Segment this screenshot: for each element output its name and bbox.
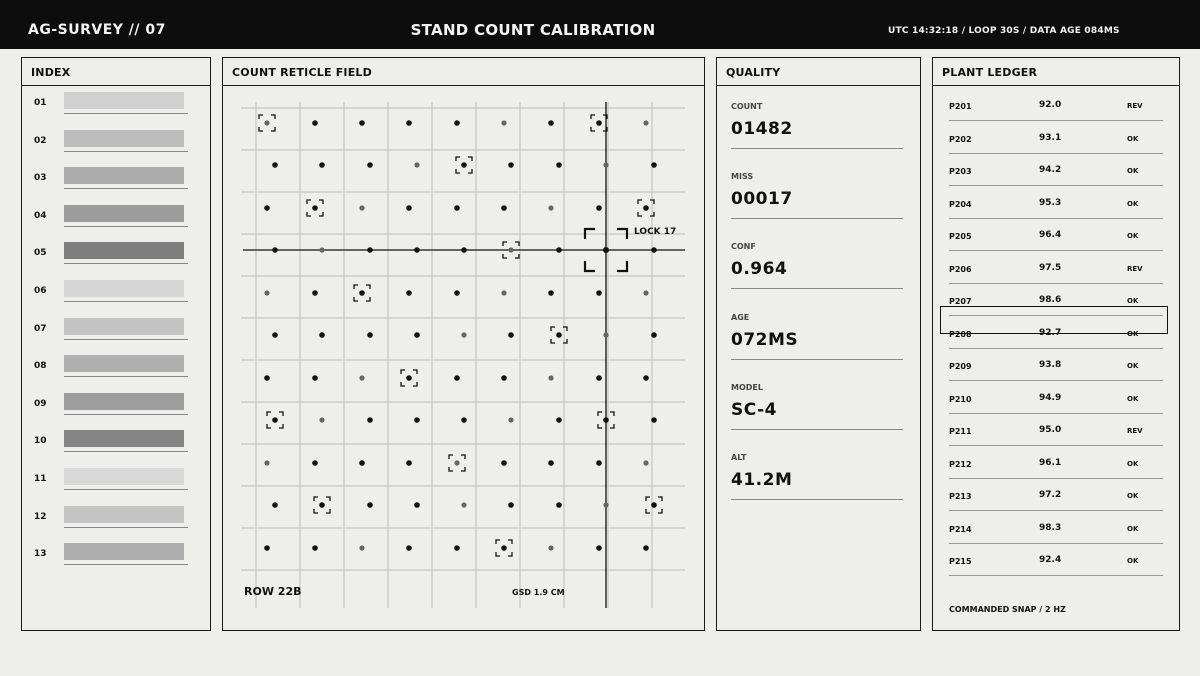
metric-value: SC-4 (731, 399, 777, 420)
plant-point[interactable] (312, 290, 318, 296)
ledger-id: P206 (949, 264, 972, 274)
ledger-status: OK (1127, 459, 1139, 468)
plant-point[interactable] (319, 502, 325, 508)
metric-label: MODEL (731, 382, 763, 392)
index-swatch (64, 130, 184, 147)
index-number: 01 (34, 98, 47, 108)
ledger-value: 95.0 (1039, 425, 1062, 435)
ledger-status: OK (1127, 362, 1139, 370)
index-row[interactable] (22, 353, 210, 391)
plant-point[interactable] (501, 460, 507, 466)
index-divider (64, 564, 188, 565)
reticle-panel (222, 57, 705, 631)
plant-point[interactable] (414, 247, 420, 253)
ledger-selection-box (940, 306, 1168, 334)
lock-center (603, 247, 609, 253)
plant-point[interactable] (264, 290, 269, 295)
ledger-divider (949, 380, 1163, 381)
plant-point[interactable] (548, 290, 554, 296)
ledger-value: 94.9 (1039, 392, 1062, 403)
mission-label: AG-SURVEY // 07 (28, 22, 166, 38)
plant-point[interactable] (596, 120, 602, 126)
plant-point[interactable] (312, 205, 318, 211)
quality-panel (716, 57, 921, 631)
plant-point[interactable] (651, 247, 657, 253)
reticle-field[interactable] (223, 58, 704, 630)
index-divider (64, 263, 188, 264)
plant-point[interactable] (596, 205, 602, 211)
ledger-row[interactable] (939, 419, 1169, 451)
ledger-row[interactable] (939, 484, 1169, 516)
ledger-status: OK (1127, 167, 1139, 175)
ledger-id: P201 (949, 102, 972, 111)
metric-divider (731, 148, 903, 149)
index-panel (21, 57, 211, 631)
metric-divider (731, 499, 903, 500)
plant-point[interactable] (556, 162, 562, 168)
ledger-status: OK (1127, 329, 1139, 338)
index-row[interactable] (22, 316, 210, 354)
plant-point[interactable] (319, 417, 324, 422)
index-number: 08 (34, 361, 47, 372)
ledger-row[interactable] (939, 159, 1169, 191)
plant-point[interactable] (508, 247, 513, 252)
plant-point[interactable] (651, 502, 657, 508)
index-swatch (64, 430, 184, 447)
plant-point[interactable] (651, 162, 657, 168)
ledger-row[interactable] (939, 127, 1169, 159)
quality-metric-count (731, 102, 903, 172)
ledger-value: 97.5 (1039, 262, 1062, 273)
plant-point[interactable] (454, 290, 460, 296)
index-number: 03 (34, 173, 47, 184)
plant-point[interactable] (461, 417, 467, 423)
quality-metric-age (731, 313, 903, 383)
ledger-value: 94.2 (1039, 165, 1062, 175)
ledger-value: 95.3 (1039, 197, 1062, 208)
plant-point[interactable] (454, 545, 460, 551)
ledger-id: P209 (949, 362, 972, 371)
ledger-value: 96.4 (1039, 230, 1062, 240)
plant-point[interactable] (508, 332, 514, 338)
index-number: 07 (34, 323, 47, 334)
index-row[interactable] (22, 541, 210, 579)
ledger-id: P214 (949, 524, 972, 534)
plant-point[interactable] (319, 247, 324, 252)
ledger-row[interactable] (939, 224, 1169, 256)
ledger-id: P210 (949, 394, 972, 404)
plant-point[interactable] (596, 290, 602, 296)
plant-point[interactable] (461, 332, 466, 337)
metric-value: 01482 (731, 119, 793, 139)
ledger-divider (949, 510, 1163, 511)
metric-label: AGE (731, 312, 750, 322)
plant-point[interactable] (501, 120, 506, 125)
plant-point[interactable] (312, 375, 318, 381)
ledger-status: REV (1127, 264, 1143, 273)
index-swatch (64, 355, 184, 372)
plant-point[interactable] (367, 332, 373, 338)
plant-point[interactable] (264, 545, 270, 551)
ledger-divider (949, 185, 1163, 186)
plant-point[interactable] (312, 120, 318, 126)
index-divider (64, 414, 188, 415)
ledger-id: P207 (949, 297, 972, 306)
plant-point[interactable] (556, 502, 562, 508)
plant-point[interactable] (414, 417, 420, 423)
index-swatch (64, 506, 184, 523)
ledger-status: OK (1127, 524, 1139, 533)
ledger-title: PLANT LEDGER (933, 58, 1179, 86)
lock-label: LOCK 17 (634, 227, 677, 237)
index-divider (64, 188, 188, 189)
plant-point[interactable] (406, 120, 412, 126)
index-number: 02 (34, 135, 47, 146)
plant-point[interactable] (556, 417, 562, 423)
quality-metric-alt (731, 453, 903, 523)
plant-point[interactable] (319, 332, 325, 338)
ledger-divider (949, 250, 1163, 251)
ledger-id: P213 (949, 492, 972, 501)
plant-point[interactable] (548, 375, 553, 380)
plant-point[interactable] (643, 375, 649, 381)
plant-point[interactable] (264, 460, 269, 465)
index-number: 12 (34, 511, 47, 522)
ledger-divider (949, 445, 1163, 446)
plant-point[interactable] (548, 205, 553, 210)
plant-point[interactable] (454, 120, 460, 126)
ledger-divider (949, 218, 1163, 219)
ledger-id: P211 (949, 427, 972, 436)
ledger-value: 98.6 (1039, 295, 1062, 305)
metric-divider (731, 429, 903, 430)
index-row[interactable] (22, 504, 210, 542)
top-bar (0, 0, 1200, 49)
plant-point[interactable] (312, 460, 318, 466)
ledger-row[interactable] (939, 257, 1169, 289)
plant-point[interactable] (643, 120, 648, 125)
index-row[interactable] (22, 203, 210, 241)
plant-point[interactable] (264, 120, 269, 125)
plant-point[interactable] (508, 502, 514, 508)
plant-point[interactable] (461, 162, 467, 168)
plant-point[interactable] (603, 502, 608, 507)
ledger-value: 92.4 (1039, 555, 1062, 565)
ledger-footer: COMMANDED SNAP / 2 HZ (949, 605, 1066, 614)
ledger-status: OK (1127, 134, 1139, 143)
plant-point[interactable] (651, 332, 657, 338)
plant-point[interactable] (454, 375, 460, 381)
plant-point[interactable] (406, 545, 412, 551)
plant-point[interactable] (414, 502, 420, 508)
plant-point[interactable] (643, 290, 648, 295)
plant-point[interactable] (272, 502, 278, 508)
plant-point[interactable] (367, 247, 373, 253)
plant-point[interactable] (319, 162, 325, 168)
index-divider (64, 339, 188, 340)
index-divider (64, 301, 188, 302)
index-divider (64, 376, 188, 377)
ledger-status: REV (1127, 427, 1143, 435)
index-row[interactable] (22, 128, 210, 166)
index-number: 04 (34, 210, 47, 221)
ledger-row[interactable] (939, 94, 1169, 126)
index-swatch (64, 205, 184, 222)
plant-point[interactable] (359, 460, 365, 466)
plant-point[interactable] (359, 375, 364, 380)
plant-point[interactable] (359, 545, 364, 550)
index-divider (64, 226, 188, 227)
quality-metric-miss (731, 172, 903, 242)
plant-point[interactable] (454, 205, 460, 211)
ledger-value: 92.0 (1039, 100, 1062, 110)
index-swatch (64, 280, 184, 297)
ledger-status: OK (1127, 394, 1139, 403)
plant-point[interactable] (461, 247, 467, 253)
metric-label: MISS (731, 172, 754, 182)
ledger-row[interactable] (939, 192, 1169, 224)
plant-point[interactable] (264, 205, 270, 211)
plant-point[interactable] (643, 460, 648, 465)
metric-value: 0.964 (731, 259, 788, 280)
index-number: 09 (34, 398, 47, 409)
index-swatch (64, 167, 184, 184)
page-title: STAND COUNT CALIBRATION (410, 21, 656, 39)
index-number: 06 (34, 286, 47, 296)
index-number: 13 (34, 549, 47, 560)
index-swatch (64, 242, 184, 259)
plant-point[interactable] (406, 290, 412, 296)
plant-point[interactable] (501, 375, 507, 381)
plant-point[interactable] (508, 162, 514, 168)
ledger-divider (949, 413, 1163, 414)
metric-label: ALT (731, 453, 747, 462)
index-row[interactable] (22, 466, 210, 504)
index-row[interactable] (22, 90, 210, 128)
plant-point[interactable] (548, 120, 554, 126)
index-number: 05 (34, 248, 47, 259)
plant-point[interactable] (359, 120, 365, 126)
plant-point[interactable] (501, 545, 507, 551)
index-divider (64, 527, 188, 528)
ledger-row[interactable] (939, 354, 1169, 386)
index-number: 10 (34, 436, 47, 447)
index-row[interactable] (22, 278, 210, 316)
ledger-divider (949, 153, 1163, 154)
plant-point[interactable] (596, 460, 602, 466)
status-readout: UTC 14:32:18 / LOOP 30S / DATA AGE 084MS (888, 26, 1120, 36)
ledger-id: P204 (949, 199, 972, 209)
index-number: 11 (34, 474, 47, 484)
metric-divider (731, 218, 903, 219)
ledger-status: OK (1127, 232, 1139, 240)
index-row[interactable] (22, 240, 210, 278)
plant-point[interactable] (643, 545, 649, 551)
metric-value: 00017 (731, 189, 793, 210)
plant-point[interactable] (596, 375, 602, 381)
ledger-row[interactable] (939, 517, 1169, 549)
ledger-row[interactable] (939, 387, 1169, 419)
plant-point[interactable] (272, 247, 278, 253)
index-divider (64, 151, 188, 152)
plant-point[interactable] (548, 460, 554, 466)
metric-divider (731, 359, 903, 360)
plant-point[interactable] (501, 290, 506, 295)
plant-point[interactable] (556, 332, 562, 338)
index-swatch (64, 468, 184, 485)
index-divider (64, 489, 188, 490)
index-row[interactable] (22, 428, 210, 466)
plant-point[interactable] (414, 162, 419, 167)
ledger-row[interactable] (939, 549, 1169, 581)
index-row[interactable] (22, 165, 210, 203)
plant-point[interactable] (454, 460, 459, 465)
plant-point[interactable] (603, 417, 609, 423)
ledger-value: 96.1 (1039, 457, 1062, 468)
plant-point[interactable] (556, 247, 562, 253)
ledger-value: 92.7 (1039, 327, 1062, 338)
quality-metric-conf (731, 242, 903, 312)
plant-point[interactable] (312, 545, 318, 551)
metric-label: COUNT (731, 102, 763, 111)
ledger-id: P203 (949, 167, 972, 176)
ledger-divider (949, 348, 1163, 349)
metric-value: 072MS (731, 329, 799, 350)
plant-point[interactable] (272, 417, 278, 423)
ledger-row[interactable] (939, 452, 1169, 484)
ledger-value: 93.1 (1039, 132, 1062, 143)
index-swatch (64, 393, 184, 410)
plant-point[interactable] (406, 205, 412, 211)
plant-point[interactable] (359, 290, 365, 296)
plant-point[interactable] (264, 375, 270, 381)
metric-divider (731, 288, 903, 289)
plant-point[interactable] (548, 545, 553, 550)
ledger-status: REV (1127, 102, 1143, 110)
plant-point[interactable] (367, 162, 373, 168)
ledger-status: OK (1127, 297, 1139, 305)
gsd-label: GSD 1.9 CM (512, 588, 565, 597)
row-label: ROW 22B (244, 585, 302, 598)
ledger-id: P212 (949, 459, 972, 469)
plant-point[interactable] (643, 205, 649, 211)
plant-point[interactable] (414, 332, 420, 338)
index-row[interactable] (22, 391, 210, 429)
ledger-panel (932, 57, 1180, 631)
ledger-divider (949, 283, 1163, 284)
ledger-id: P205 (949, 232, 972, 241)
ledger-divider (949, 575, 1163, 576)
plant-point[interactable] (596, 545, 602, 551)
plant-point[interactable] (359, 205, 364, 210)
plant-point[interactable] (406, 460, 412, 466)
ledger-status: OK (1127, 557, 1139, 565)
plant-point[interactable] (367, 417, 373, 423)
ledger-value: 97.2 (1039, 490, 1062, 500)
index-divider (64, 451, 188, 452)
plant-point[interactable] (651, 417, 657, 423)
ledger-status: OK (1127, 199, 1139, 208)
ledger-id: P202 (949, 134, 972, 144)
ledger-divider (949, 120, 1163, 121)
index-swatch (64, 543, 184, 560)
plant-point[interactable] (406, 375, 412, 381)
ledger-id: P215 (949, 557, 972, 566)
plant-point[interactable] (272, 332, 278, 338)
quality-title: QUALITY (717, 58, 920, 86)
reticle-title: COUNT RETICLE FIELD (223, 58, 704, 86)
quality-metric-model (731, 383, 903, 453)
ledger-divider (949, 478, 1163, 479)
ledger-value: 93.8 (1039, 360, 1062, 370)
plant-point[interactable] (508, 417, 513, 422)
index-divider (64, 113, 188, 114)
ledger-id: P208 (949, 329, 972, 339)
metric-value: 41.2M (731, 470, 793, 490)
plant-point[interactable] (603, 332, 608, 337)
plant-point[interactable] (461, 502, 466, 507)
index-title: INDEX (22, 58, 210, 86)
plant-point[interactable] (272, 162, 278, 168)
plant-point[interactable] (603, 162, 608, 167)
plant-point[interactable] (367, 502, 373, 508)
index-swatch (64, 92, 184, 109)
ledger-value: 98.3 (1039, 522, 1062, 533)
metric-label: CONF (731, 242, 756, 252)
ledger-status: OK (1127, 492, 1139, 500)
index-swatch (64, 318, 184, 335)
ledger-divider (949, 543, 1163, 544)
plant-point[interactable] (501, 205, 507, 211)
